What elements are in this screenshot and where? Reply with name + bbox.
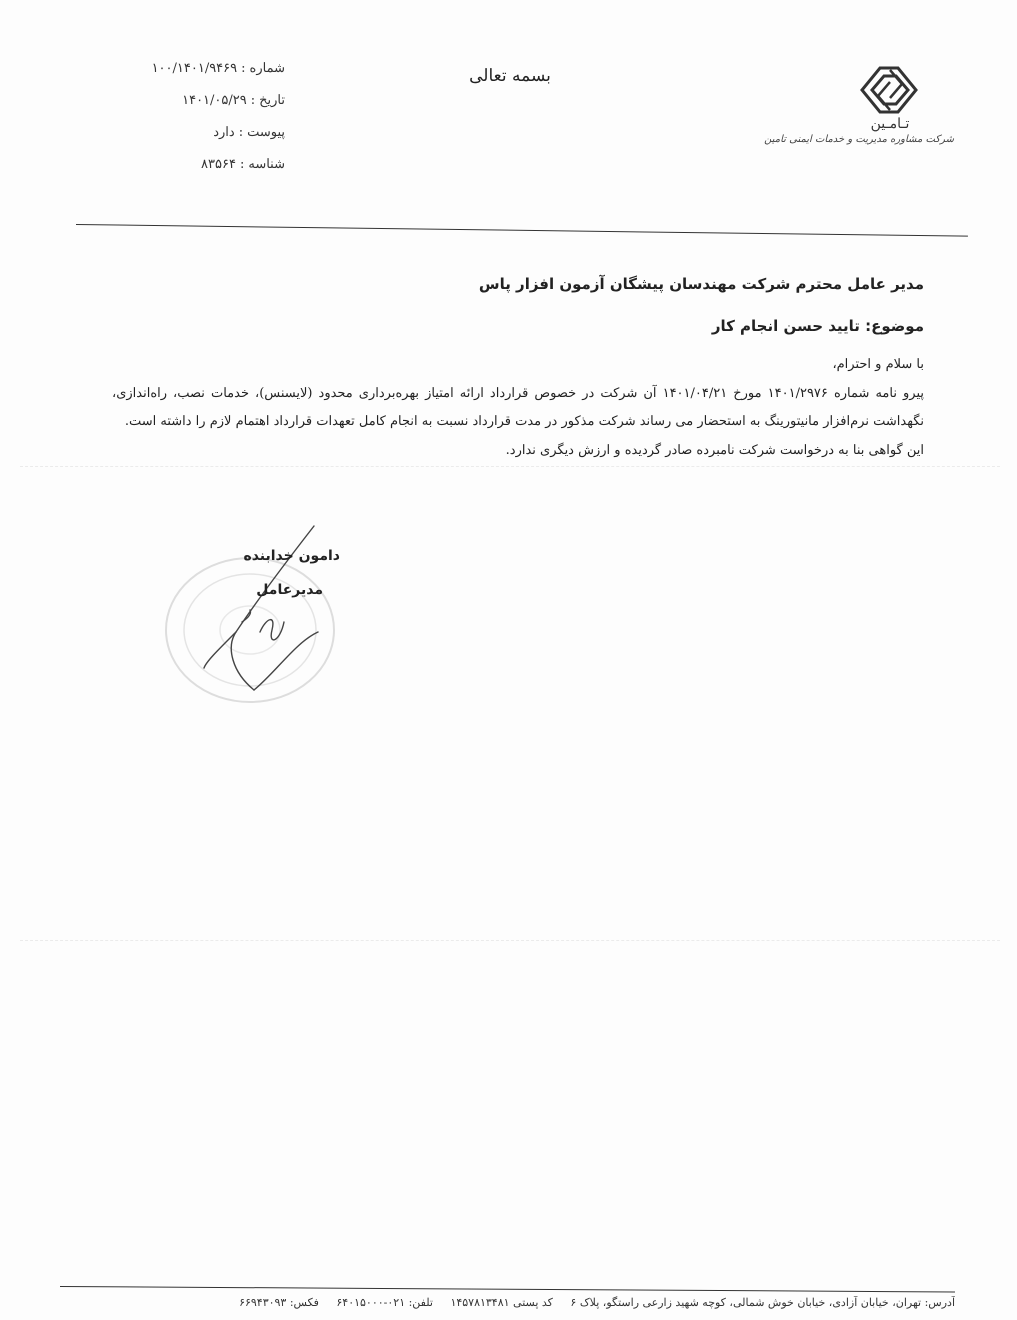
footer-fax: فکس: ۶۶۹۴۳۰۹۳	[239, 1296, 319, 1309]
tamin-logo-icon	[858, 62, 922, 118]
company-logo	[764, 62, 954, 162]
signatory-title: مدیرعامل	[256, 582, 323, 598]
meta-number: شماره:۱۰۰/۱۴۰۱/۹۴۶۹	[151, 61, 285, 76]
meta-attachment: پیوست:دارد	[213, 125, 285, 140]
footer-phone: تلفن: ۰۲۱-۶۴۰۱۵۰۰۰	[336, 1296, 433, 1309]
logo-subtitle: شرکت مشاوره مدیریت و خدمات ایمنی تامین	[764, 134, 954, 145]
meta-id: شناسه:۸۳۵۶۴	[201, 157, 285, 172]
letter-meta	[110, 55, 285, 183]
letter-recipient: مدیر عامل محترم شرکت مهندسان پیشگان آزمون افزار پاس	[478, 275, 924, 293]
meta-attachment-label: پیوست	[247, 125, 285, 140]
scan-streak	[20, 466, 1000, 467]
meta-date-label: تاریخ	[259, 93, 285, 108]
meta-id-value: ۸۳۵۶۴	[201, 157, 236, 172]
letter-closing-paragraph: این گواهی بنا به درخواست شرکت نامبرده صادر گردیده و ارزش دیگری ندارد.	[505, 443, 924, 458]
footer-address: آدرس: تهران، خیابان آزادی، خیابان خوش شمالی، کوچه شهید زارعی راستگو، پلاک ۶	[570, 1296, 955, 1309]
logo-name: تـامـین	[870, 116, 910, 132]
letter-paragraph: پیرو نامه شماره ۱۴۰۱/۲۹۷۶ مورخ ۱۴۰۱/۰۴/۲۱ آن شرکت در خصوص قرارداد ارائه امتیاز بهره‌برداری محدود (لایسنس)، خدمات نصب، راه‌اندازی، نگهداشت نرم‌افزار مانیتورینگ به استحضار می رساند شرکت مذکور در مدت قرارداد نسبت به انجام کامل تعهدات قرارداد اهتمام لازم را داشته است.	[112, 386, 924, 429]
letter-subject: موضوع: تایید حسن انجام کار	[711, 317, 924, 335]
meta-number-label: شماره	[249, 61, 285, 76]
footer-divider	[60, 1286, 955, 1292]
meta-date-value: ۱۴۰۱/۰۵/۲۹	[182, 93, 247, 108]
meta-id-label: شناسه	[248, 157, 285, 172]
letter-footer	[60, 1296, 955, 1309]
meta-number-value: ۱۰۰/۱۴۰۱/۹۴۶۹	[151, 61, 238, 76]
meta-attachment-value: دارد	[213, 125, 235, 140]
header-divider	[76, 224, 968, 237]
basmala-heading: بسمه تعالی	[469, 66, 551, 86]
meta-date: تاریخ:۱۴۰۱/۰۵/۲۹	[182, 93, 285, 108]
letter-greeting: با سلام و احترام،	[832, 357, 924, 372]
scan-streak	[20, 940, 1000, 941]
signatory-name: دامون خدابنده	[243, 548, 340, 564]
letter-body	[112, 268, 924, 466]
footer-postal-code: کد پستی ۱۴۵۷۸۱۳۴۸۱	[450, 1296, 553, 1309]
